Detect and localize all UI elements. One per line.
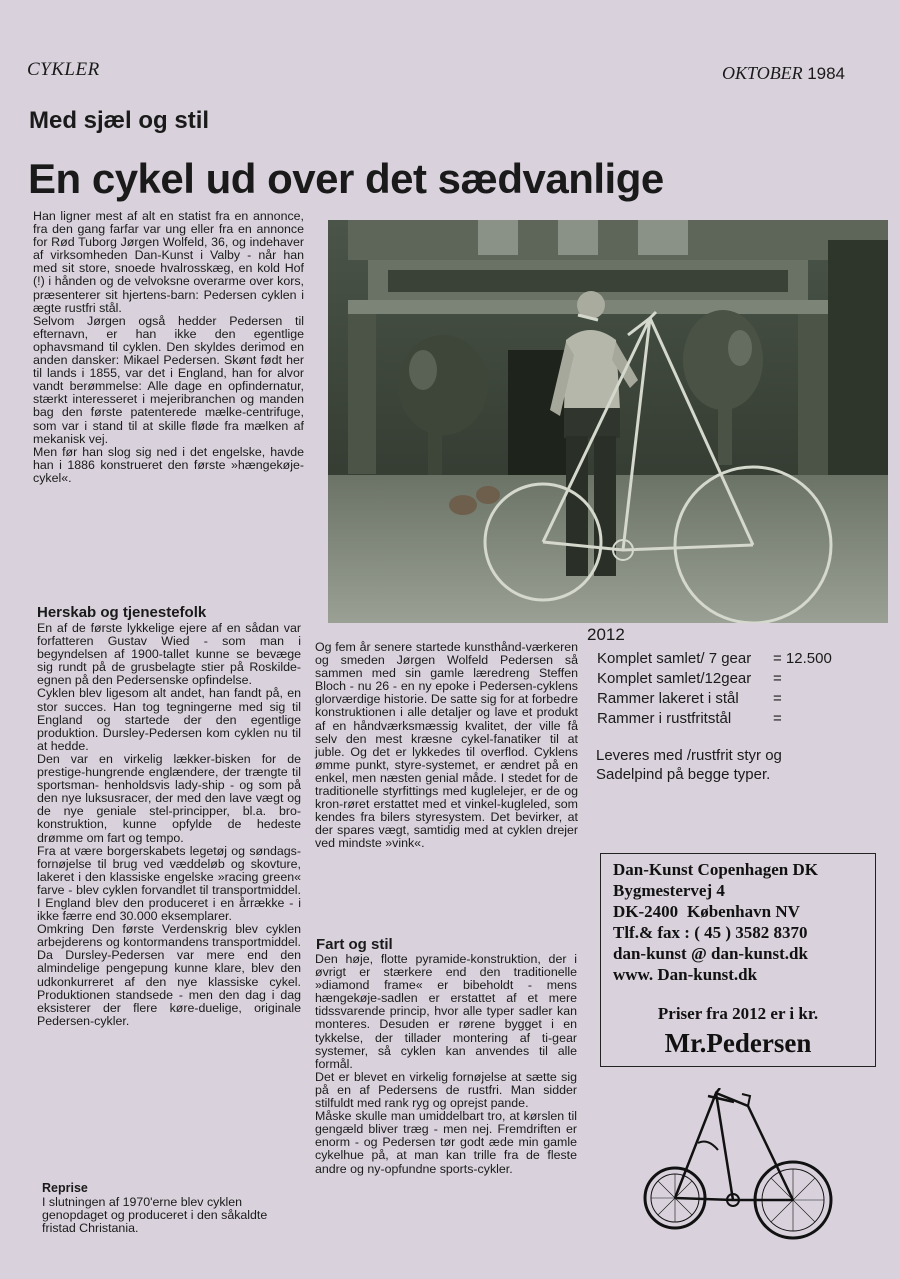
email-link[interactable]: dan-kunst @ dan-kunst.dk (613, 944, 808, 963)
section2-paragraph: Den høje, flotte pyramide-konstruktion, der i øvrigt er stærkere end den traditionelle »diamond frame« er bibeholdt - mens hængekøje-sadlen er erstattet af et mere tidssvarende princip, hvor alle typer sadler kan monteres. Desuden er rørene bygget i en tykkelse, der tillader montering af ti-gear systemer, så cyklen kan anvendes til alle formål. (315, 952, 577, 1071)
section1-text (37, 622, 301, 1028)
section1-paragraph: Cyklen blev ligesom alt andet, han fandt på, en stor succes. Han tog tegningerne med sig til England og startede der den egentlige produktion. Dursley-Pedersen kom cyklen nu til at hedde. (37, 686, 301, 753)
phone-label: Tlf.& fax : (613, 923, 690, 942)
intro-paragraph: Men før han slog sig ned i det engelske, havde han i 1886 konstrueret den første »hængekøje-cykel«. (33, 444, 304, 485)
reprise-heading: Reprise (42, 1181, 88, 1195)
prices-year: 2012 (587, 625, 625, 644)
price-label: Komplet samlet/ 7 gear (597, 650, 752, 667)
price-value: = (773, 670, 782, 687)
section1-paragraph: Omkring Den første Verdenskrig blev cyklen arbejderens og kontormandens transportmiddel. Da Dursley-Pedersen var mere end den almindelige pengepung kunne klare, blev den udkonkurreret af den nye klassiske cykel. Produktionen standsede - men den dag i dag eksisterer der flere køre-duelige, originale Pedersen-cykler. (37, 922, 301, 1028)
middle-text: Og fem år senere startede kunsthånd-værkeren og smeden Jørgen Wolfeld Pedersen så sammen med sin gamle læredreng Steffen Bloch - nu 26 - en ny epoke i Pedersen-cyklens glorværdige historie. De satte sig for at forbedre konstruktionen i alle detaljer og lave et produkt af en håndværksmæssig kvalitet, der ville få selv den mest kræsne cykel-fanatiker til at juble. Og det er lykkedes til overflod. Cyklens ømme punkt, styre-systemet, er ændret på en enkel, men næsten genial måde. I stedet for de traditionelle styrfittings med kuglelejer, er de og kron-røret erstattet med et vinkel-kugleled, som kendes fra bilers styresystem. Det bevirker, at der spares vægt, samtidig med at cyklen drejer ved mindste »vink«. (315, 640, 578, 851)
postcode: DK-2400 (613, 902, 679, 921)
intro-paragraph: Han ligner mest af alt en statist fra en annonce, fra den gang farfar var ung eller fra en annonce for Rød Tuborg Jørgen Wolfeld, 36, og indehaver af virksomheden Dan-Kunst i Valby - når han med sit store, snoede hvalrosskæg, en kold Hof (!) i hånden og de velvoksne overarme over kors, præsenterer sit hjertens-barn: Pedersen cyklen i ægte rustfri stål. (33, 209, 304, 315)
article-subtitle: Med sjæl og stil (29, 107, 210, 134)
price-row (597, 689, 877, 709)
section2-text (315, 953, 577, 1176)
brand-name: Mr.Pedersen (664, 1028, 812, 1058)
intro-text (33, 210, 304, 485)
section1-paragraph: Den var en virkelig lækker-bisken for de prestige-hungrende englændere, der trængte til sportsman- henholdsvis lady-ship - og som på den nye luksusracer, der med den lave vægt og de nye geniale stel-principper, bl.a. bro-konstruktion, kunne opfylde de hedeste drømme om fart og tempo. (37, 751, 301, 845)
photo-man-with-bicycle (328, 220, 888, 623)
price-label: Rammer lakeret i stål (597, 690, 739, 707)
contact-box (600, 853, 876, 1067)
issue-month: OKTOBER (722, 63, 803, 83)
phone-number[interactable]: ( 45 ) 3582 8370 (694, 923, 808, 942)
delivery-note: Leveres med /rustfrit styr og Sadelpind på begge typer. (596, 747, 782, 783)
price-row (597, 649, 877, 669)
article-headline: En cykel ud over det sædvanlige (28, 155, 664, 202)
reprise-text: I slutningen af 1970'erne blev cyklen genopdaget og produceret i den såkaldte fristad Christania. (42, 1195, 268, 1236)
price-value: = (773, 690, 782, 707)
article-photo (328, 220, 888, 623)
section1-paragraph: Fra at være borgerskabets legetøj og søndags-fornøjelse til brug ved væddeløb og skovture, lakeret i den klassiske engelske »racing green« farve - blev cyklen forvandlet til transportmiddel. I England blev den produceret i en årrække - i ikke færre end 30.000 eksemplarer. (37, 843, 301, 924)
price-row (597, 709, 877, 729)
street-address: Bygmestervej 4 (613, 881, 725, 900)
price-value: = (773, 710, 782, 727)
website-link[interactable]: www. Dan-kunst.dk (613, 965, 758, 984)
price-label: Rammer i rustfritstål (597, 710, 732, 727)
price-label: Komplet samlet/12gear (597, 670, 752, 687)
city: København NV (687, 902, 800, 921)
price-row (597, 669, 877, 689)
postal-city (613, 901, 818, 922)
section-heading: Fart og stil (316, 936, 393, 953)
issue-date (722, 63, 845, 84)
bicycle-icon (638, 1088, 838, 1242)
price-value: = 12.500 (773, 650, 832, 667)
intro-paragraph: Selvom Jørgen også hedder Pedersen til efternavn, er han ikke den egentlige ophavsmand til cyklen. Den skyldes derimod en anden dansker: Mikael Pedersen. Skønt født her til lands i 1855, var det i England, han for alvor vandt berømmelse: Alle dage en opfindernatur, stærkt interesseret i mejeribranchen og manden bag den første patenterede mælke-centrifuge, som var i stand til at skille fløde fra mælken af mekanisk vej. (33, 313, 304, 446)
bicycle-drawing (638, 1088, 838, 1242)
price-list (597, 649, 877, 729)
price-currency-note: Priser fra 2012 er i kr. (657, 1004, 819, 1023)
section-label: CYKLER (27, 59, 100, 80)
section2-paragraph: Måske skulle man umiddelbart tro, at kørslen til gengæld bliver træg - men nej. Fremdriften er enorm - og Pedersen tør godt æde min gamle cykelhue på, at man kan trille fra de fleste andre og ny-opfundne sports-cykler. (315, 1109, 577, 1176)
issue-year: 1984 (807, 64, 846, 83)
phone-line (613, 922, 818, 943)
section2-paragraph: Det er blevet en virkelig fornøjelse at sætte sig på en af Pedersens de rustfri. Man sidder stilfuldt med rank ryg og oprejst pande. (315, 1069, 577, 1111)
section-heading: Herskab og tjenestefolk (37, 604, 207, 621)
company-name: Dan-Kunst Copenhagen DK (613, 860, 818, 879)
section1-paragraph: En af de første lykkelige ejere af en sådan var forfatteren Gustav Wied - som man i begyndelsen af 1900-tallet kunne se bevæge sig rundt på de grusbelagte stier på Roskilde-egnen på den Pedersenske opfindelse. (37, 621, 301, 688)
